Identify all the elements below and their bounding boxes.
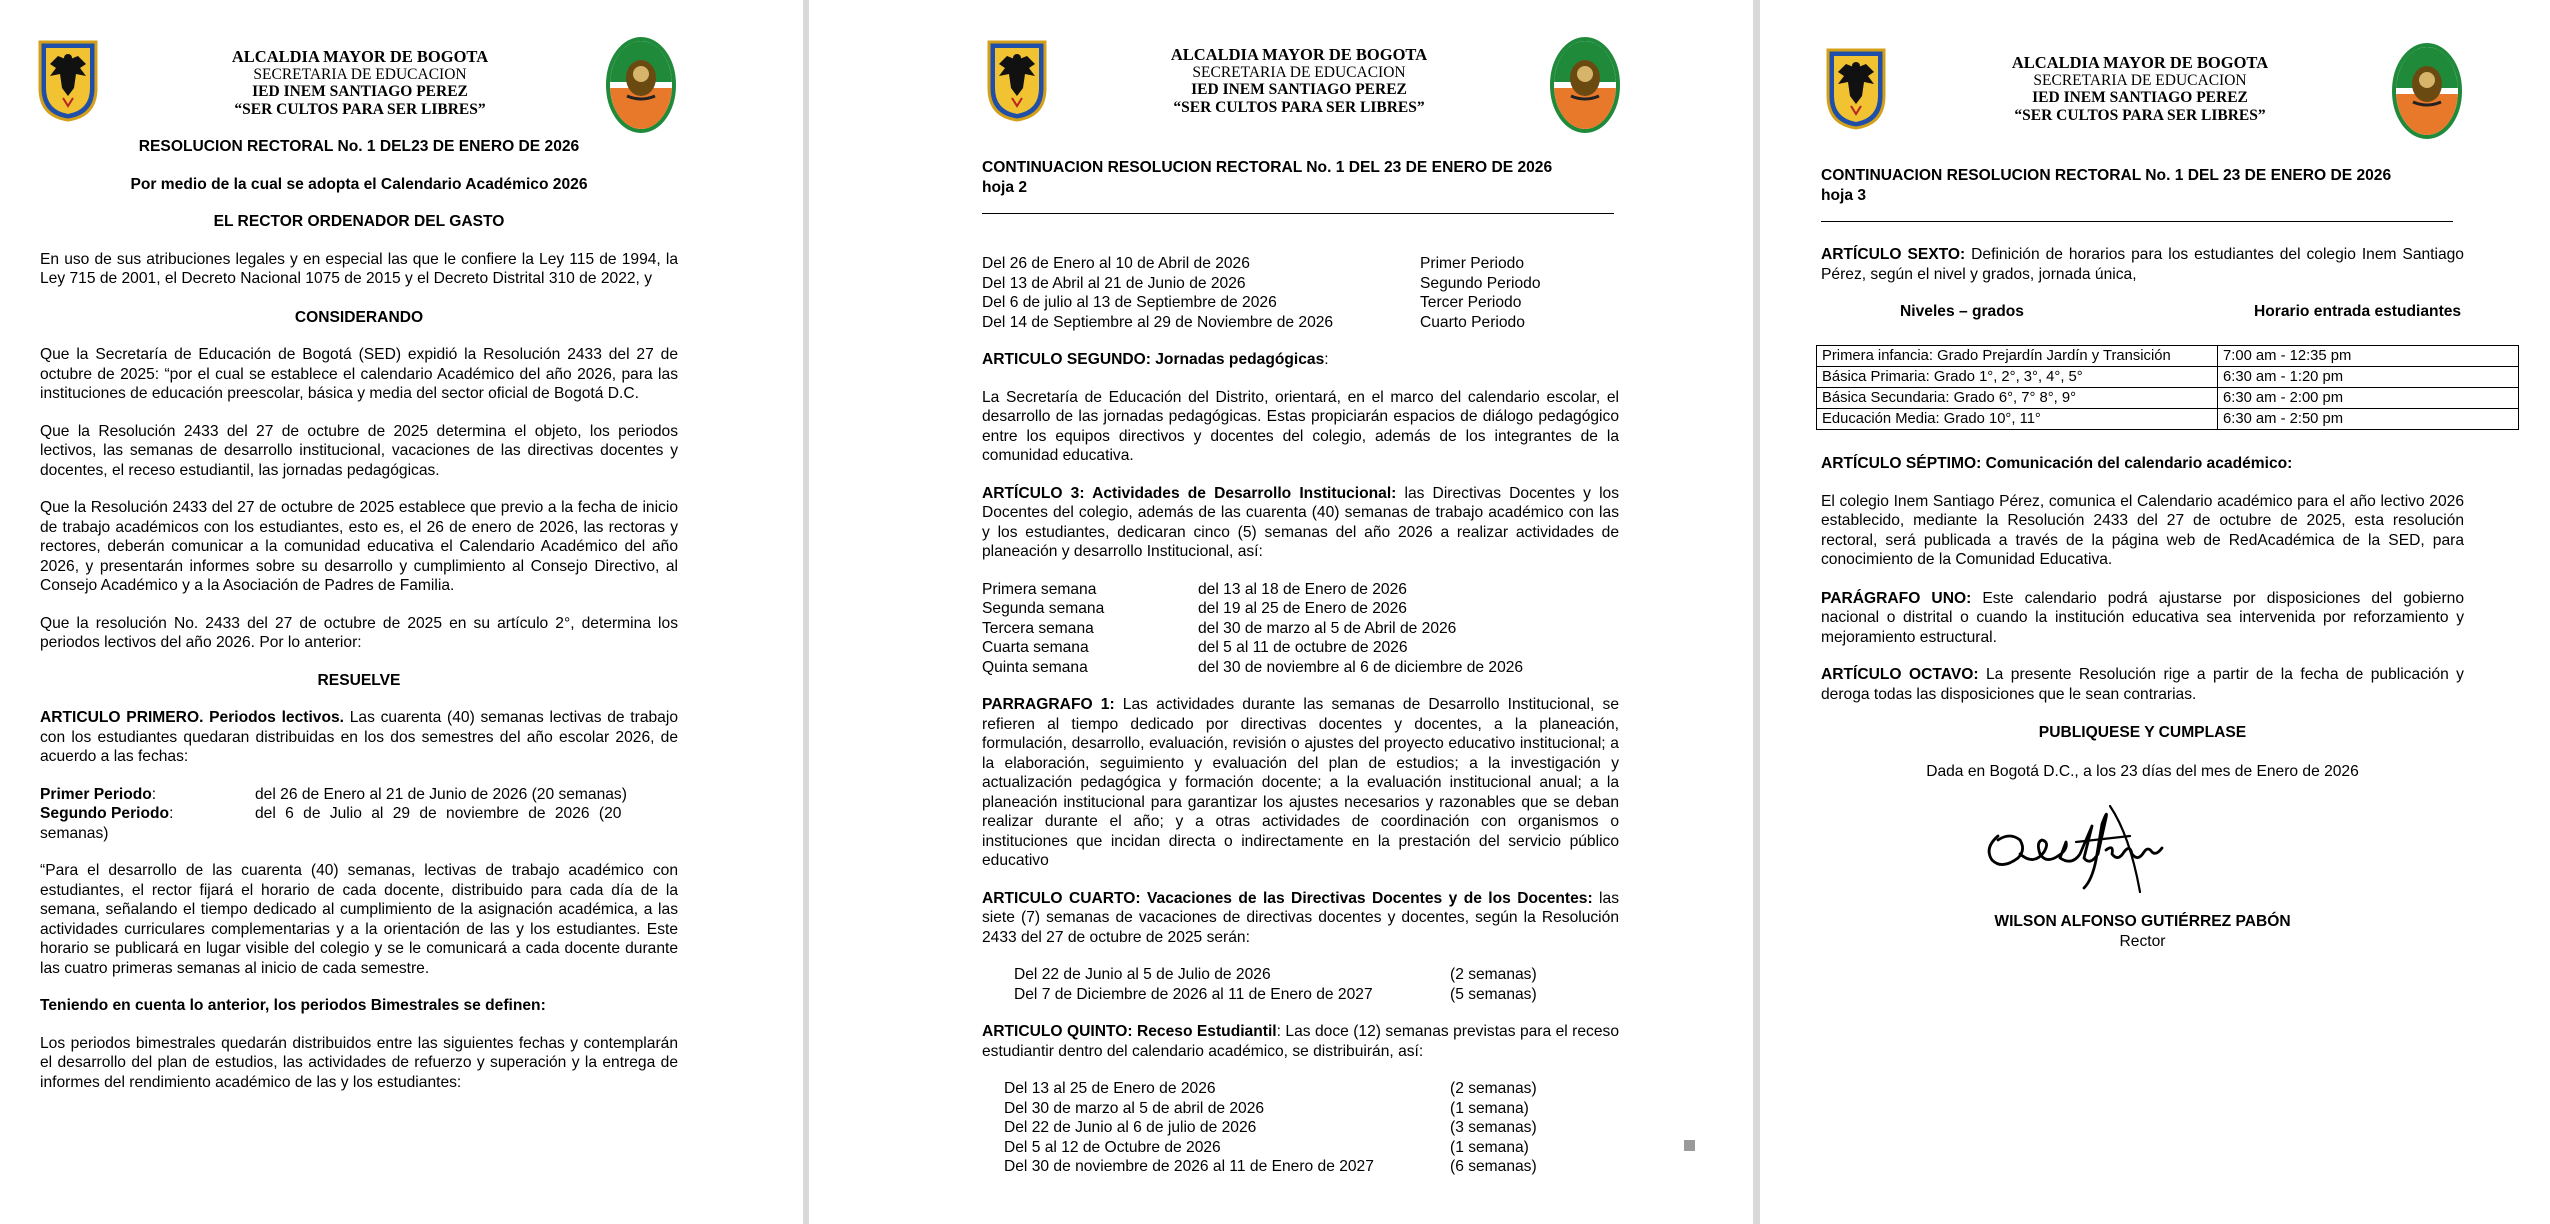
letterhead-line-3: IED INEM SANTIAGO PEREZ	[252, 83, 468, 100]
letterhead-line-1: ALCALDIA MAYOR DE BOGOTA	[231, 47, 489, 66]
article-2-heading: ARTICULO SEGUNDO: Jornadas pedagógicas	[982, 351, 1325, 368]
article-6-text: Definición de horarios para los estudiantes del colegio Inem Santiago Pérez, según el nivel y grados, jornada única,	[1821, 246, 2464, 283]
signature-block	[1821, 912, 2464, 951]
bogota-crest-icon	[36, 38, 100, 122]
period-sep: :	[151, 785, 157, 803]
page1-body	[40, 137, 678, 1092]
vacation-weeks: (2 semanas)	[1450, 966, 1537, 983]
article-7-text: El colegio Inem Santiago Pérez, comunica el Calendario académico para el año lectivo 2026 establecido, mediante la Resolución 2433 del 27 de octubre de 2025, esta resolución rectoral, será publicada a través de la página web de RedAcadémica de la SED, para conocimiento de la Comunidad Educativa.	[1821, 492, 2464, 568]
level-cell: Primera infancia: Grado Prejardín Jardín y Transición	[1817, 346, 2218, 367]
vacation-dates: Del 22 de Junio al 5 de Julio de 2026	[1014, 966, 1271, 983]
bogota-crest-icon	[1824, 46, 1888, 130]
school-seal-icon	[2391, 42, 2463, 140]
article-8-text: La presente Resolución rige a partir de la fecha de publicación y deroga todas las disposiciones que le sean contrarias.	[1821, 666, 2464, 703]
continuation-title	[1821, 166, 2481, 205]
officer-heading: EL RECTOR ORDENADOR DEL GASTO	[213, 213, 505, 230]
vacation-list	[982, 965, 1619, 1004]
recess-weeks: (1 semana)	[1450, 1138, 1529, 1156]
article-4	[982, 889, 1619, 948]
recess-dates: Del 5 al 12 de Octubre de 2026	[1004, 1138, 1221, 1156]
week-label: Quinta semana	[982, 658, 1088, 676]
week-row	[982, 580, 1619, 600]
week-dates: del 30 de noviembre al 6 de diciembre de 2026	[1198, 658, 1524, 676]
table-header-hours: Horario entrada estudiantes	[2254, 303, 2462, 320]
vacation-weeks: (5 semanas)	[1450, 985, 1537, 1003]
week-dates: del 13 al 18 de Enero de 2026	[1198, 580, 1407, 598]
vacation-dates: Del 7 de Diciembre de 2026 al 11 de Enero de 2027	[1014, 985, 1373, 1003]
bimestre-dates: Del 13 de Abril al 21 de Junio de 2026	[982, 274, 1246, 292]
bimestre-name: Segundo Periodo	[1420, 274, 1541, 292]
bimestre-name: Primer Periodo	[1420, 255, 1524, 272]
level-cell: Educación Media: Grado 10°, 11°	[1817, 409, 2218, 430]
level-cell: Básica Secundaria: Grado 6°, 7° 8°, 9°	[1817, 388, 2218, 409]
week-label: Tercera semana	[982, 619, 1094, 637]
considerando-paragraph-2: Que la Resolución 2433 del 27 de octubre de 2025 determina el objeto, los periodos lectivos, las semanas de desarrollo institucional, vacaciones de las directivas docentes y docentes, el receso estudiantil, las jornadas pedagógicas.	[40, 422, 678, 479]
recess-dates: Del 22 de Junio al 6 de julio de 2026	[1004, 1119, 1257, 1136]
resolution-title: RESOLUCION RECTORAL No. 1 DEL23 DE ENERO DE 2026	[138, 138, 580, 155]
week-row	[982, 638, 1619, 658]
bimestre-row	[982, 313, 1619, 333]
letterhead	[150, 48, 570, 118]
document-page-2	[809, 0, 1753, 1224]
article-2-text: La Secretaría de Educación del Distrito, orientará, en el marco del calendario escolar, el desarrollo de las jornadas pedagógicas. Estas propiciarán espacios de diálogo pedagógico entre los equipos directivos y docentes del colegio, además de los integrantes de la comunidad educativa.	[982, 388, 1619, 464]
considerando-paragraph-4: Que la resolución No. 2433 del 27 de octubre de 2025 en su artículo 2°, determina los periodos lectivos del año 2026. Por lo anterior:	[40, 614, 678, 651]
article-3-heading: ARTÍCULO 3: Actividades de Desarrollo Institucional:	[982, 484, 1397, 502]
signer-role: Rector	[2119, 932, 2166, 950]
header-divider	[982, 213, 1614, 214]
hours-cell: 6:30 am - 2:00 pm	[2218, 388, 2519, 409]
table-row	[1817, 346, 2519, 367]
bimestre-row	[982, 293, 1619, 313]
article-7-heading: ARTÍCULO SÉPTIMO: Comunicación del calendario académico:	[1821, 455, 2293, 472]
article-1-text: Las cuarenta (40) semanas lectivas de trabajo con los estudiantes quedaran distribuidas en los dos semestres del año escolar 2026, de acuerdo a las fechas:	[40, 709, 678, 765]
period-label: Segundo Periodo	[40, 805, 170, 822]
table-row	[1817, 367, 2519, 388]
recess-weeks: (2 semanas)	[1450, 1080, 1537, 1097]
week-row	[982, 658, 1619, 678]
article-8-heading: ARTÍCULO OCTAVO:	[1821, 666, 1979, 683]
period-tail: semanas)	[40, 824, 109, 842]
period-sep: :	[169, 805, 174, 822]
paragraph-uno-text: Este calendario podrá ajustarse por disposiciones del gobierno nacional o distrital o cuando la institución educativa sea intervenida por reforzamiento y mejoramiento estructural.	[1821, 589, 2464, 646]
considerando-heading: CONSIDERANDO	[294, 308, 424, 326]
schedule-paragraph: “Para el desarrollo de las cuarenta (40) semanas, lectivas de trabajo académico con estudiantes, el rector fijará el horario de cada docente, distribuido para cada día de la semana, señalando el tiempo dedicado al cumplimiento de la asignación académica, a las actividades curriculares complementarias y a la orientación de las y los estudiantes. Este horario se publicará en lugar visible del colegio y se le comunicará a cada docente durante las cuatro primeras semanas al inicio de cada semestre.	[40, 862, 678, 977]
recess-weeks: (6 semanas)	[1450, 1158, 1537, 1175]
period-row	[40, 785, 678, 805]
bimestre-dates: Del 26 de Enero al 10 de Abril de 2026	[982, 255, 1250, 272]
hours-cell: 6:30 am - 2:50 pm	[2218, 409, 2519, 430]
article-8	[1821, 665, 2464, 704]
level-cell: Básica Primaria: Grado 1°, 2°, 3°, 4°, 5°	[1817, 367, 2218, 388]
week-dates: del 5 al 11 de octubre de 2026	[1198, 639, 1408, 656]
resolution-subtitle: Por medio de la cual se adopta el Calendario Académico 2026	[130, 175, 588, 193]
letterhead-line-3: IED INEM SANTIAGO PEREZ	[2032, 89, 2248, 106]
article-4-heading: ARTICULO CUARTO: Vacaciones de las Directivas Docentes y de los Docentes:	[982, 889, 1593, 907]
bimestre-row	[982, 274, 1619, 294]
recess-list	[982, 1079, 1619, 1177]
period-dates: del 6 de Julio al 29 de noviembre de 2026 (20	[255, 805, 622, 822]
development-weeks	[982, 580, 1619, 678]
article-5-heading: ARTICULO QUINTO: Receso Estudiantil	[982, 1023, 1277, 1040]
bimestral-paragraph: Los periodos bimestrales quedarán distribuidos entre las siguientes fechas y contemplarán el desarrollo del plan de estudios, las actividades de refuerzo y superación y la entrega de informes del rendimiento académico de las y los estudiantes:	[40, 1034, 678, 1091]
vacation-row	[1014, 985, 1619, 1005]
week-dates: del 30 de marzo al 5 de Abril de 2026	[1198, 619, 1457, 637]
continuation-heading: CONTINUACION RESOLUCION RECTORAL No. 1 DEL 23 DE ENERO DE 2026	[1821, 167, 2392, 184]
signer-name: WILSON ALFONSO GUTIÉRREZ PABÓN	[1994, 913, 2291, 930]
week-label: Segunda semana	[982, 600, 1105, 617]
week-label: Primera semana	[982, 580, 1097, 598]
letterhead	[1930, 54, 2350, 124]
article-3-text: las Directivas Docentes y los Docentes del colegio, además de las cuarenta (40) semanas de trabajo académico con las y los estudiantes, dedicaran cinco (5) semanas del año 2026 a realizar actividades de planeación y desarrollo Institucional, así:	[982, 484, 1619, 560]
letterhead-line-4: “SER CULTOS PARA SER LIBRES”	[2014, 106, 2266, 124]
recess-weeks: (1 semana)	[1450, 1099, 1529, 1117]
letterhead-line-4: “SER CULTOS PARA SER LIBRES”	[1173, 98, 1425, 116]
article-6	[1821, 245, 2464, 284]
page-resize-handle[interactable]	[1684, 1140, 1695, 1151]
page2-body	[982, 254, 1619, 1177]
article-2-colon: :	[1324, 351, 1329, 368]
article-5-text: : Las doce (12) semanas previstas para el receso estudiantir dentro del calendario académico, se distribuirán, así:	[982, 1023, 1619, 1060]
letterhead-line-2: SECRETARIA DE EDUCACION	[253, 65, 467, 83]
letterhead-line-2: SECRETARIA DE EDUCACION	[1192, 63, 1406, 81]
recess-row	[1004, 1099, 1619, 1119]
recess-dates: Del 30 de noviembre de 2026 al 11 de Enero de 2027	[1004, 1158, 1374, 1175]
hours-cell: 6:30 am - 1:20 pm	[2218, 367, 2519, 388]
letterhead-line-3: IED INEM SANTIAGO PEREZ	[1191, 81, 1407, 98]
continuation-title	[982, 158, 1622, 197]
article-4-text: las siete (7) semanas de vacaciones de directivas docentes y docentes, según la Resolución 2433 del 27 de octubre de 2025 serán:	[982, 889, 1619, 946]
student-hours-table	[1816, 345, 2519, 430]
recess-weeks: (3 semanas)	[1450, 1119, 1537, 1136]
bimestre-dates: Del 14 de Septiembre al 29 de Noviembre de 2026	[982, 313, 1334, 331]
paragraph-uno	[1821, 589, 2464, 648]
document-page-1	[0, 0, 803, 1224]
hours-cell: 7:00 am - 12:35 pm	[2218, 346, 2519, 367]
letterhead	[1089, 46, 1509, 116]
page3-body	[1821, 245, 2464, 284]
rector-signature-icon	[1980, 796, 2180, 906]
recess-row	[1004, 1138, 1619, 1158]
paragraph-1-text: Las actividades durante las semanas de Desarrollo Institucional, se refieren al tiempo dedicado por directivas docentes y docentes, a la planeación, formulación, desarrollo, evaluación, revisión o ajustes del proyecto educativo institucional; a la elaboración, seguimiento y evaluación del plan de estudios; a la investigación y actualización pedagógica y formación docente; a la evaluación institucional anual; a la planeación institucional para garantizar los ajustes necesarios y razonables que se deban realizar durante el año; y a otras actividades de coordinación con organismos o instituciones que incidan directa o indirectamente en la prestación del servicio público educativo	[982, 696, 1619, 869]
article-1	[40, 708, 678, 767]
letterhead-line-1: ALCALDIA MAYOR DE BOGOTA	[2011, 53, 2269, 72]
table-row	[1817, 388, 2519, 409]
publish-heading: PUBLIQUESE Y CUMPLASE	[2038, 724, 2247, 741]
vacation-row	[1014, 965, 1619, 985]
paragraph-1	[982, 695, 1619, 871]
lective-periods	[40, 785, 678, 844]
article-2-heading-line	[982, 350, 1619, 370]
bimestral-periods	[982, 254, 1619, 332]
intro-paragraph: En uso de sus atribuciones legales y en especial las que le confiere la Ley 115 de 1994, la Ley 715 de 2001, el Decreto Nacional 1075 de 2015 y el Decreto Distrital 310 de 2022, y	[40, 250, 678, 287]
paragraph-uno-heading: PARÁGRAFO UNO:	[1821, 589, 1972, 607]
period-label: Primer Periodo	[40, 785, 152, 803]
bimestral-heading: Teniendo en cuenta lo anterior, los periodos Bimestrales se definen:	[40, 997, 546, 1014]
header-divider	[1821, 221, 2453, 222]
recess-dates: Del 30 de marzo al 5 de abril de 2026	[1004, 1099, 1265, 1117]
bimestre-name: Cuarto Periodo	[1420, 313, 1525, 331]
recess-row	[1004, 1118, 1619, 1138]
school-seal-icon	[605, 36, 677, 134]
period-row	[40, 804, 678, 824]
table-header-levels: Niveles – grados	[1900, 303, 2024, 320]
week-dates: del 19 al 25 de Enero de 2026	[1198, 600, 1407, 617]
article-6-heading: ARTÍCULO SEXTO:	[1821, 246, 1966, 263]
sheet-number: hoja 3	[1821, 186, 1867, 204]
recess-row	[1004, 1079, 1619, 1099]
bogota-crest-icon	[985, 38, 1049, 122]
letterhead-line-4: “SER CULTOS PARA SER LIBRES”	[234, 100, 486, 118]
page3-body-continued	[1821, 454, 2464, 781]
letterhead-line-1: ALCALDIA MAYOR DE BOGOTA	[1170, 45, 1428, 64]
article-5	[982, 1022, 1619, 1061]
paragraph-1-heading: PARRAGRAFO 1:	[982, 696, 1115, 713]
article-3	[982, 484, 1619, 562]
bimestre-name: Tercer Periodo	[1420, 294, 1522, 311]
article-1-heading: ARTICULO PRIMERO. Periodos lectivos.	[40, 709, 344, 726]
resuelve-heading: RESUELVE	[317, 671, 401, 689]
week-row	[982, 619, 1619, 639]
recess-row	[1004, 1157, 1619, 1177]
document-page-3	[1760, 0, 2550, 1224]
considerando-paragraph-1: Que la Secretaría de Educación de Bogotá (SED) expidió la Resolución 2433 del 27 de octubre de 2025: “por el cual se establece el calendario Académico del año 2026, para las instituciones de educación preescolar, básica y media del sector oficial de Bogotá D.C.	[40, 346, 678, 402]
week-row	[982, 599, 1619, 619]
bimestre-row	[982, 254, 1619, 274]
period-dates: del 26 de Enero al 21 de Junio de 2026 (20 semanas)	[255, 785, 627, 803]
considerando-paragraph-3: Que la Resolución 2433 del 27 de octubre de 2025 establece que previo a la fecha de inicio de trabajo académicos con los estudiantes, esto es, el 26 de enero de 2026, las rectoras y rectores, deberán comunicar a la comunidad educativa el Calendario Académico del año 2026, y presentarán informes sobre su desarrollo y cumplimiento al Consejo Directivo, al Consejo Académico y a la Asociación de Padres de Familia.	[40, 499, 678, 594]
continuation-heading: CONTINUACION RESOLUCION RECTORAL No. 1 DEL 23 DE ENERO DE 2026	[982, 159, 1553, 176]
school-seal-icon	[1549, 36, 1621, 134]
given-line: Dada en Bogotá D.C., a los 23 días del mes de Enero de 2026	[1926, 762, 2359, 780]
sheet-number: hoja 2	[982, 178, 1028, 196]
bimestre-dates: Del 6 de julio al 13 de Septiembre de 2026	[982, 294, 1277, 311]
table-row	[1817, 409, 2519, 430]
recess-dates: Del 13 al 25 de Enero de 2026	[1004, 1080, 1216, 1097]
letterhead-line-2: SECRETARIA DE EDUCACION	[2033, 71, 2247, 89]
week-label: Cuarta semana	[982, 639, 1089, 656]
